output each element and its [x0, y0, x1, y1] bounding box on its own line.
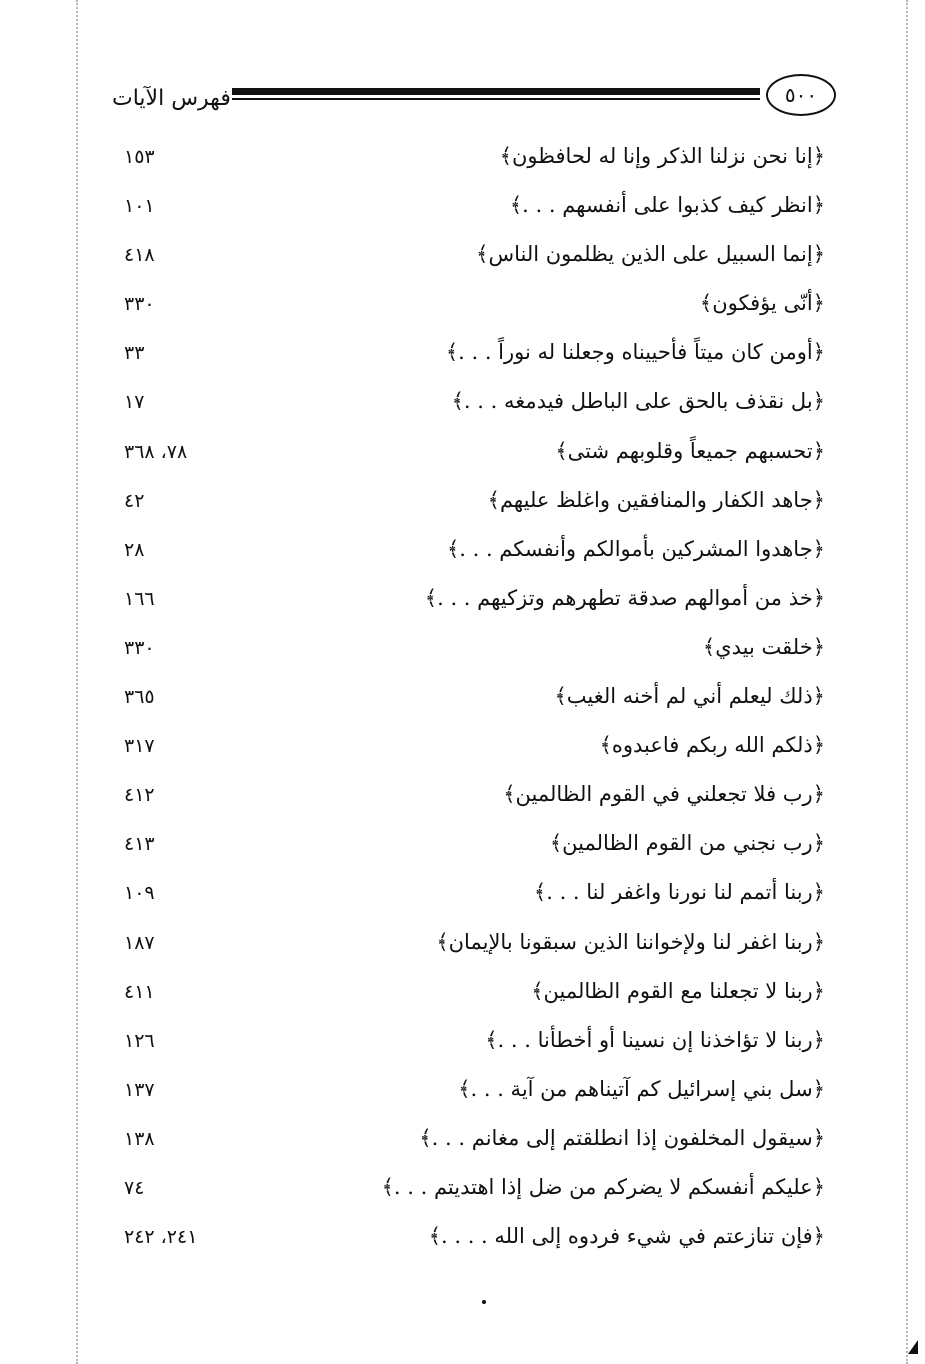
- page-reference: ٧٤: [124, 1176, 145, 1199]
- verse-text: ﴿رب نجني من القوم الظالمين﴾: [549, 831, 825, 856]
- index-entry: [0, 431, 925, 480]
- page-reference: ٣٣٠: [124, 293, 155, 316]
- verse-text: ﴿ربنا أتمم لنا نورنا واغفر لنا . . .﴾: [533, 880, 825, 905]
- verse-text: ﴿ربنا اغفر لنا ولإخواننا الذين سبقونا بالإيمان﴾: [436, 929, 825, 954]
- page-reference: ١٠١: [124, 195, 155, 218]
- page-reference: ١٧: [124, 391, 145, 414]
- page-reference: ٢٤١، ٢٤٢: [124, 1226, 198, 1249]
- page-reference: ٣٣٠: [124, 636, 155, 659]
- page-reference: ١٦٦: [124, 587, 155, 610]
- index-title: فهرس الآيات: [112, 86, 231, 111]
- verse-text: ﴿سيقول المخلفون إذا انطلقتم إلى مغانم . . .﴾: [419, 1125, 825, 1150]
- index-entry: [0, 234, 925, 283]
- verse-text: ﴿خلقت بيدي﴾: [702, 634, 825, 659]
- index-entry: [0, 1167, 925, 1216]
- index-entry: [0, 480, 925, 529]
- index-entry: [0, 971, 925, 1020]
- page-reference: ٤١٢: [124, 784, 155, 807]
- index-entry: [0, 922, 925, 971]
- verse-text: ﴿بل نقذف بالحق على الباطل فيدمغه . . .﴾: [451, 389, 825, 414]
- verse-text: ﴿إنا نحن نزلنا الذكر وإنا له لحافظون﴾: [499, 144, 825, 168]
- verse-text: ﴿ربنا لا تجعلنا مع القوم الظالمين﴾: [531, 978, 825, 1003]
- verse-text: ﴿رب فلا تجعلني في القوم الظالمين﴾: [503, 782, 825, 807]
- page-reference: ١٠٩: [124, 882, 155, 905]
- page-reference: ١٨٧: [124, 931, 155, 954]
- verse-text: ﴿أنّى يؤفكون﴾: [699, 291, 825, 316]
- verse-text: ﴿فإن تنازعتم في شيء فردوه إلى الله . . . .﴾: [428, 1224, 825, 1249]
- index-entry: [0, 332, 925, 381]
- index-entry: [0, 1118, 925, 1167]
- page-header: [0, 0, 925, 130]
- footer-dot: [482, 1300, 486, 1304]
- index-entry: [0, 676, 925, 725]
- index-entry: [0, 872, 925, 921]
- index-entry: [0, 823, 925, 872]
- page-reference: ٧٨، ٣٦٨: [124, 440, 188, 463]
- verse-text: ﴿إنما السبيل على الذين يظلمون الناس﴾: [476, 242, 825, 267]
- verse-text: ﴿ربنا لا تؤاخذنا إن نسينا أو أخطأنا . . .﴾: [485, 1027, 825, 1052]
- corner-mark: [908, 1340, 918, 1354]
- page-reference: ١٥٣: [124, 146, 155, 168]
- page-reference: ١٢٦: [124, 1029, 155, 1052]
- page-reference: ١٣٨: [124, 1127, 155, 1150]
- page-reference: ٤١١: [124, 980, 155, 1003]
- index-entry: [0, 381, 925, 430]
- page-reference: ١٣٧: [124, 1078, 155, 1101]
- page-reference: ٣٣: [124, 342, 145, 365]
- index-entry: [0, 578, 925, 627]
- verse-index-list: [0, 136, 925, 1265]
- page-reference: ٤١٣: [124, 833, 155, 856]
- index-entry: [0, 725, 925, 774]
- index-entry: [0, 774, 925, 823]
- index-entry: [0, 627, 925, 676]
- verse-text: ﴿أومن كان ميتاً فأحييناه وجعلنا له نوراً . . .﴾: [445, 340, 825, 365]
- index-entry: [0, 283, 925, 332]
- verse-text: ﴿تحسبهم جميعاً وقلوبهم شتى﴾: [555, 438, 825, 463]
- verse-text: ﴿عليكم أنفسكم لا يضركم من ضل إذا اهتديتم . . .﴾: [381, 1174, 825, 1199]
- verse-text: ﴿انظر كيف كذبوا على أنفسهم . . .﴾: [509, 193, 825, 218]
- index-entry: [0, 185, 925, 234]
- index-entry: [0, 1020, 925, 1069]
- index-entry: [0, 529, 925, 578]
- page-reference: ٣١٧: [124, 735, 155, 758]
- verse-text: ﴿ذلك ليعلم أني لم أخنه الغيب﴾: [554, 684, 825, 709]
- verse-text: ﴿جاهد الكفار والمنافقين واغلظ عليهم﴾: [487, 487, 825, 512]
- page-number-badge: ٥٠٠: [766, 74, 836, 116]
- page-reference: ٣٦٥: [124, 686, 155, 709]
- index-entry: [0, 1069, 925, 1118]
- page-reference: ٤٢: [124, 489, 145, 512]
- header-double-rule: [232, 88, 760, 102]
- verse-text: ﴿خذ من أموالهم صدقة تطهرهم وتزكيهم . . .﴾: [424, 585, 825, 610]
- verse-text: ﴿سل بني إسرائيل كم آتيناهم من آية . . .﴾: [458, 1076, 825, 1101]
- verse-text: ﴿ذلكم الله ربكم فاعبدوه﴾: [599, 733, 825, 758]
- page-reference: ٢٨: [124, 538, 145, 561]
- index-entry: [0, 1216, 925, 1265]
- index-entry: [0, 136, 925, 185]
- page-reference: ٤١٨: [124, 244, 155, 267]
- verse-text: ﴿جاهدوا المشركين بأموالكم وأنفسكم . . .﴾: [446, 536, 825, 561]
